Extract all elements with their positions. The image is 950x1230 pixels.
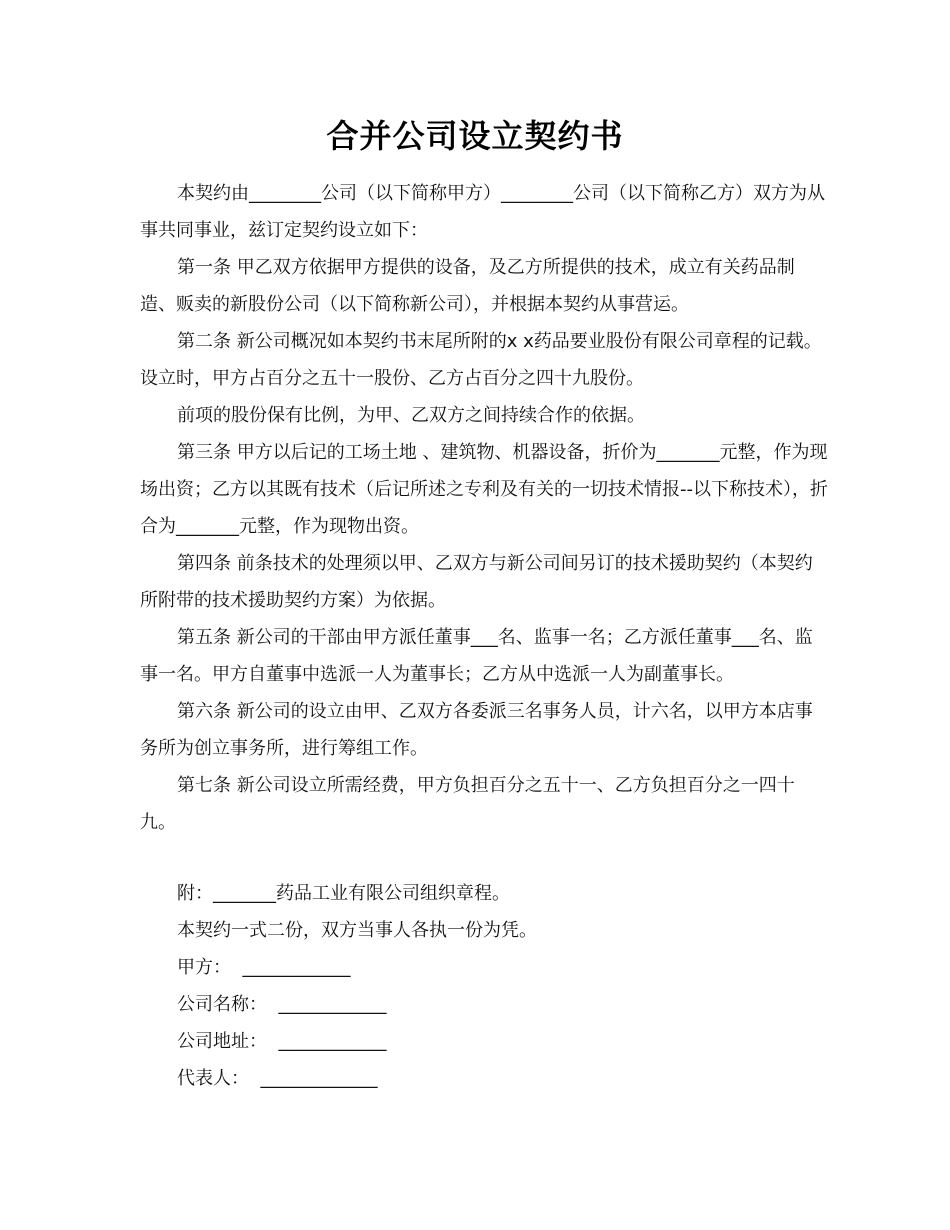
- representative-line: 代表人： _____________: [177, 1068, 378, 1089]
- paragraph-article-3: 第三条 甲方以后记的工场土地 、建筑物、机器设备，折价为_______元整，作为现场出资；乙方以其既有技术（后记所述之专利及有关的一切技术情报--以下称技术），折合为_______元整，作为现物出资。: [140, 442, 828, 537]
- paragraph-share-ratio: 前项的股份保有比例，为甲、乙双方之间持续合作的依据。: [177, 405, 645, 426]
- paragraph-article-5: 第五条 新公司的干部由甲方派任董事___名、监事一名；乙方派任董事___名、监事一名。甲方自董事中选派一人为董事长；乙方从中选派一人为副董事长。: [140, 627, 813, 685]
- signature-block: [177, 875, 777, 1097]
- contract-body: [140, 175, 830, 841]
- copies-line: 本契约一式二份，双方当事人各执一份为凭。: [177, 920, 537, 941]
- paragraph-article-1: 第一条 甲乙双方依据甲方提供的设备，及乙方所提供的技术，成立有关药品制造、贩卖的新股份公司（以下简称新公司），并根据本契约从事营运。: [140, 257, 795, 315]
- party-a-line: 甲方： ____________: [177, 957, 351, 978]
- paragraph-article-7: 第七条 新公司设立所需经费，甲方负担百分之五十一、乙方负担百分之一四十九。: [140, 775, 795, 833]
- paragraph-article-4: 第四条 前条技术的处理须以甲、乙双方与新公司间另订的技术援助契约（本契约所附带的技术援助契约方案）为依据。: [140, 553, 813, 611]
- company-name-line: 公司名称： ____________: [177, 994, 387, 1015]
- attachment-line: 附：_______药品工业有限公司组织章程。: [177, 883, 510, 904]
- paragraph-article-6: 第六条 新公司的设立由甲、乙双方各委派三名事务人员，计六名，以甲方本店事务所为创立事务所，进行筹组工作。: [140, 701, 813, 759]
- paragraph-preamble: 本契约由________公司（以下简称甲方）________公司（以下简称乙方）双方为从事共同事业，兹订定契约设立如下：: [140, 183, 825, 241]
- paragraph-article-2: 第二条 新公司概况如本契约书末尾所附的x x药品要业股份有限公司章程的记载。设立时，甲方占百分之五十一股份、乙方占百分之四十九股份。: [140, 331, 822, 389]
- document-title: 合并公司设立契约书: [326, 117, 624, 155]
- company-address-line: 公司地址： ____________: [177, 1031, 387, 1052]
